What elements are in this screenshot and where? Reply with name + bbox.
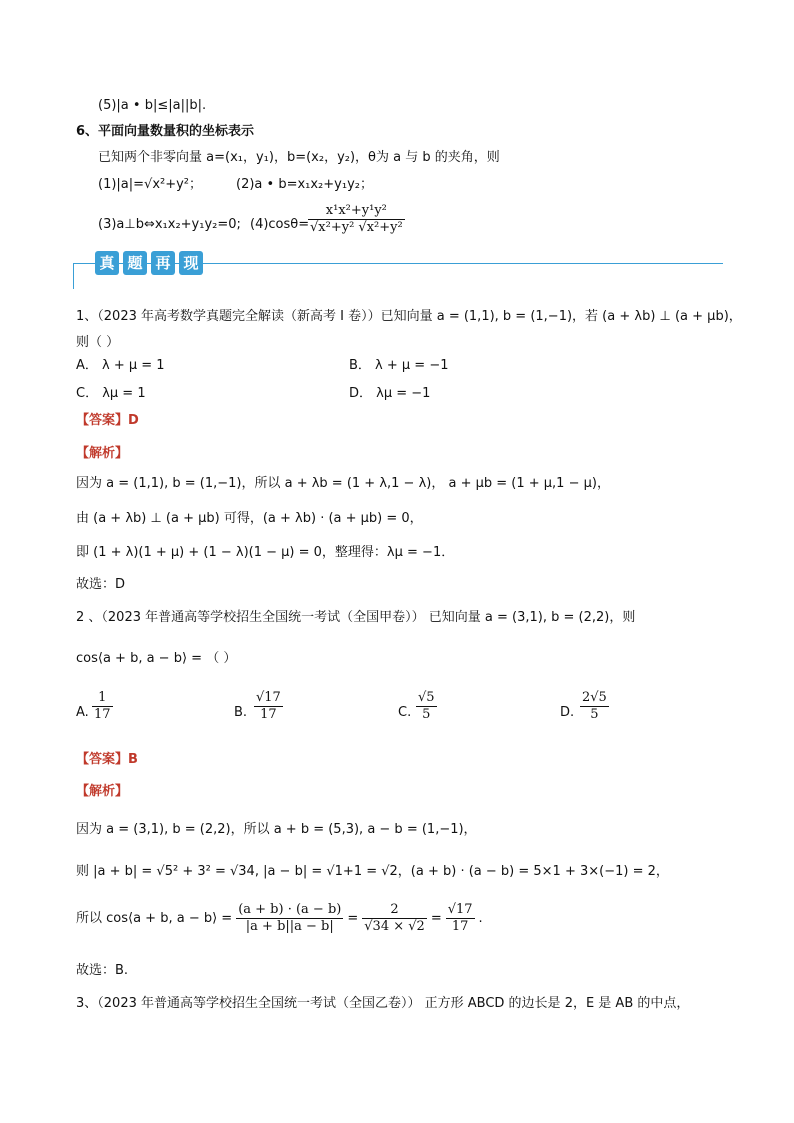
q1-analysis-line-1: 因为 a = (1,1), b = (1,−1)，所以 a + λb = (1 + λ,1 − λ)， a + μb = (1 + μ,1 − μ)，: [76, 476, 610, 491]
formula-2: (2)a • b=x₁x₂+y₁y₂；: [236, 177, 373, 192]
q2-option-a-den: 17: [94, 707, 111, 722]
formula-4-label: (4)cosθ=: [250, 217, 310, 232]
q2-option-d-den: 5: [590, 707, 599, 722]
q2-stem-2: cos⟨a + b, a − b⟩ = （ ）: [76, 651, 237, 666]
q1-option-a: A． λ + μ = 1: [76, 358, 165, 373]
q1-analysis-label: 【解析】: [76, 446, 129, 461]
banner-char: 真: [95, 251, 119, 275]
q2-option-c: [416, 690, 437, 723]
q2-analysis-line-2: 则 |a + b| = √5² + 3² = √34, |a − b| = √1+1 = √2，(a + b) · (a − b) = 5×1 + 3×(−1) = 2，: [76, 864, 669, 879]
q2-option-b-den: 17: [260, 707, 277, 722]
formula-1: (1)|a|=√x²+y²；: [98, 177, 203, 192]
banner-char: 题: [123, 251, 147, 275]
q2-option-b: [254, 690, 283, 723]
q2-option-b-num: √17: [256, 690, 281, 705]
q2-option-d: [580, 690, 609, 723]
q2-option-b-label: B.: [234, 705, 248, 720]
q2-option-a-label: A.: [76, 705, 89, 720]
q2-line3-num2: 2: [362, 902, 427, 919]
formula-4-denominator: √x²+y² √x²+y²: [310, 220, 403, 235]
q2-line3-den: |a + b||a − b|: [245, 919, 334, 934]
q2-line3-prefix: 所以 cos⟨a + b, a − b⟩ =: [76, 910, 233, 926]
item-5: (5)|a • b|≤|a||b|.: [98, 98, 207, 113]
section-banner: [95, 251, 203, 277]
q1-choose: 故选：D: [76, 577, 126, 592]
section-6-title: 6、平面向量数量积的坐标表示: [76, 124, 255, 139]
q2-analysis-label: 【解析】: [76, 784, 129, 799]
q1-stem-2: 则（ ）: [76, 335, 120, 350]
banner-char: 再: [151, 251, 175, 275]
q2-line3-end: .: [478, 910, 483, 926]
q2-option-d-num: 2√5: [582, 690, 607, 705]
formula-3: (3)a⊥b⇔x₁x₂+y₁y₂=0;: [98, 217, 241, 232]
section-6-intro: 已知两个非零向量 a=(x₁，y₁)，b=(x₂，y₂)，θ为 a 与 b 的夹角，则: [98, 150, 500, 165]
q1-option-b: B． λ + μ = −1: [349, 358, 449, 373]
formula-4-fraction: [308, 203, 405, 236]
q2-option-a-num: 1: [92, 690, 113, 707]
q2-option-d-label: D.: [560, 705, 575, 720]
q1-answer: 【答案】D: [76, 413, 139, 428]
q2-line3-den3: 17: [451, 919, 469, 934]
q2-line3-num3: √17: [447, 902, 473, 917]
q2-line3-eq: =: [347, 910, 359, 926]
q2-line3-num: (a + b) · (a − b): [238, 902, 342, 917]
q1-stem: 1、（2023 年高考数学真题完全解读（新高考 I 卷））已知向量 a = (1,1), b = (1,−1)，若 (a + λb) ⊥ (a + μb)，: [76, 309, 742, 324]
q2-option-a: [92, 690, 113, 723]
q2-stem: 2 、（2023 年普通高等学校招生全国统一考试（全国甲卷）） 已知向量 a = (3,1), b = (2,2)，则: [76, 610, 636, 625]
q2-analysis-line-3: [76, 902, 483, 935]
q1-analysis-line-2: 由 (a + λb) ⊥ (a + μb) 可得，(a + λb) · (a + μb) = 0，: [76, 511, 423, 526]
q2-answer: 【答案】B: [76, 752, 138, 767]
section-divider-tick: [73, 263, 74, 289]
banner-char: 现: [179, 251, 203, 275]
q2-option-c-den: 5: [422, 707, 431, 722]
q2-line3-eq2: =: [430, 910, 442, 926]
q2-line3-den2: √34 × √2: [364, 919, 425, 934]
q1-analysis-line-3: 即 (1 + λ)(1 + μ) + (1 − λ)(1 − μ) = 0，整理得：λμ = −1．: [76, 545, 455, 560]
q2-option-c-label: C.: [398, 705, 412, 720]
q3-stem: 3、（2023 年普通高等学校招生全国统一考试（全国乙卷）） 正方形 ABCD 的边长是 2，E 是 AB 的中点，: [76, 996, 690, 1011]
q1-option-c: C． λμ = 1: [76, 386, 146, 401]
q2-analysis-line-1: 因为 a = (3,1), b = (2,2)，所以 a + b = (5,3), a − b = (1,−1)，: [76, 822, 477, 837]
q1-option-d: D． λμ = −1: [349, 386, 431, 401]
q2-choose: 故选：B.: [76, 963, 129, 978]
q2-option-c-num: √5: [418, 690, 435, 705]
formula-4-numerator: x¹x²+y¹y²: [308, 203, 405, 220]
